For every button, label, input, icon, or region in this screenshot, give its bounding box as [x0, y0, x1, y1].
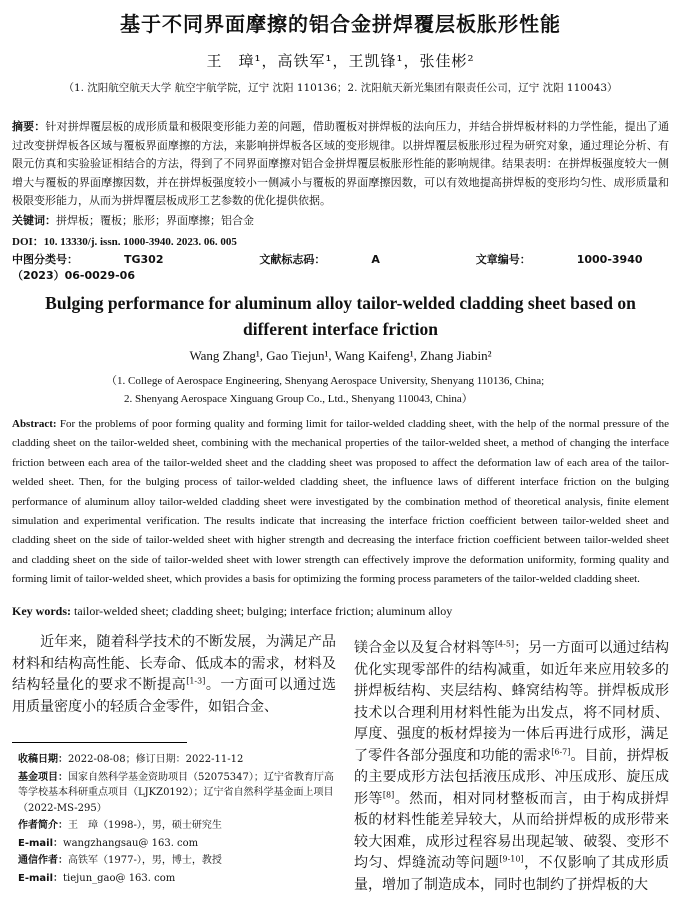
doi-label: DOI： — [12, 236, 44, 248]
chinese-abstract-label: 摘要： — [12, 120, 46, 133]
bio-label: 作者简介： — [18, 820, 68, 831]
doc-code-field — [259, 253, 426, 266]
english-abstract-label: Abstract: — [12, 418, 57, 430]
english-affiliation-2: 2. Shenyang Aerospace Xinguang Group Co., Ltd., Shenyang 110043, China） — [124, 393, 473, 405]
article-number-value: 1000-3940（2023）06-0029-06 — [12, 253, 643, 282]
english-authors: Wang Zhang¹, Gao Tiejun¹, Wang Kaifeng¹, Zhang Jiabin² — [189, 348, 492, 363]
clc-value: TG302 — [124, 253, 164, 266]
english-keywords — [12, 604, 669, 619]
footnote-divider — [12, 742, 187, 743]
body-paragraph-1-tail: 。一方面可以通过选用质量密度小的轻质合金零件，如铝合金、 — [12, 677, 337, 715]
chinese-keywords — [12, 212, 669, 228]
body-right-a: 镁合金以及复合材料等 — [354, 640, 495, 656]
english-title: Bulging performance for aluminum alloy tailor-welded cladding sheet based on different interface friction — [45, 293, 636, 339]
corresponding-label: 通信作者： — [18, 855, 68, 866]
body-right-b: ；另一方面可以通过结构优化实现零部件的结构减重，如近年来应用较多的拼焊板结构、夹层结构、蜂窝结构等。拼焊板成形技术以合理利用材料性能为出发点，将不同材质、厚度、强度的板材焊接为一体后再进行成形，满足了零件各部分强度和功能的需求 — [354, 640, 669, 764]
doc-code-value: A — [371, 253, 380, 266]
citation: [1-3] — [186, 676, 206, 686]
body-left-column — [12, 632, 336, 718]
chinese-title: 基于不同界面摩擦的铝合金拼焊覆层板胀形性能 — [120, 12, 561, 36]
email-1-label: E-mail： — [18, 837, 64, 849]
email-2-value: tiejun_gao@ 163. com — [63, 872, 176, 884]
body-right-d: 。然而，相对同材整板而言，由于构成拼焊板的材料性能差异较大，从而给拼焊板的成形带来较大困难，成形过程容易出现起皱、破裂、变形不均匀、焊缝流动等问题 — [354, 790, 670, 871]
doi-line — [12, 233, 669, 249]
fund-label: 基金项目： — [18, 771, 68, 783]
chinese-abstract-text: 针对拼焊覆层板的成形质量和极限变形能力差的问题，借助覆板对拼焊板的法向压力，并结合拼焊板材料的力学性能，提出了通过改变拼焊板各区域与覆板界面摩擦的方法，来影响拼焊板各区域的变形规律。以拼焊覆层板胀形过程为研究对象，通过理论分析、有限元仿真和实验验证相结合的方法，得到了不同界面摩擦对铝合金拼焊覆层板胀形性能的影响规律。结果表明：在拼焊板强度较大一侧增大与覆板的界面摩擦因数，并在拼焊板强度较小一侧减小与覆板的界面摩擦因数，可以有效地提高拼焊板的变形均匀性、成形质量和极限变形能力，从而为拼焊覆层板成形工艺参数的优化提供依据。 — [12, 120, 670, 207]
english-affiliation — [12, 372, 669, 408]
doi-value: 10. 13330/j. issn. 1000-3940. 2023. 06. 005 — [43, 236, 237, 248]
body-right-e: ，不仅影响了其成形质量，增加了制造成本，同时也制约了拼焊板的大 — [354, 855, 669, 893]
chinese-abstract — [12, 118, 669, 211]
email-1-value: wangzhangsau@ 163. com — [63, 837, 199, 849]
classification-line — [12, 251, 669, 283]
chinese-keywords-text: 拼焊板；覆板；胀形；界面摩擦；铝合金 — [56, 214, 254, 227]
received-label: 收稿日期： — [18, 754, 68, 765]
fund-value: 国家自然科学基金资助项目（52075347）；辽宁省教育厅高等学校基本科研重点项目（LJKZ0192）；辽宁省自然科学基金面上项目（2022-MS-295） — [18, 771, 334, 814]
chinese-keywords-label: 关键词： — [12, 214, 56, 227]
english-keywords-text: tailor-welded sheet; cladding sheet; bulging; interface friction; aluminum alloy — [74, 604, 453, 618]
english-affiliation-1: （1. College of Aerospace Engineering, Shenyang Aerospace University, Shenyang 110136, China; — [106, 375, 545, 387]
footnote-block — [18, 752, 336, 888]
english-abstract-text: For the problems of poor forming quality and forming limit for tailor-welded cladding sheet, with the help of the normal pressure of the cladding sheet on the tailor-welded sheet, combining with the mechanical properties of the tailor-welded sheet, a method of changing the interface friction between each area of the tailor-welded sheet and the cladding sheet was proposed to affect the deformation law of each area of the tailor-welded sheet. Then, for the bulging process of tailor-welded cladding sheet, the influence laws of different interface friction on the bulging performance of aluminum alloy tailor-welded cladding sheet were investigated by the combination method of theoretical analysis, finite element simulation and experimental verification. The results indicate that increasing the interface friction coefficient between tailor-welded sheet and cladding sheet on the side of tailor-welded sheet with higher strength and decreasing the interface friction coefficient between tailor-welded sheet and cladding sheet on the side of tailor-welded sheet with lower strength can effectively improve the deformation uniformity, forming quality and forming limit of tailor-welded sheet, which provides a basis for optimizing the forming process parameters of the tailor-welded cladding sheet. — [12, 418, 670, 586]
citation: [9-10] — [499, 854, 524, 864]
bio-value: 王 璋（1998-），男，硕士研究生 — [68, 820, 222, 831]
corresponding-value: 高铁军（1977-），男，博士，教授 — [68, 855, 222, 866]
body-paragraph-1: 近年来，随着科学技术的不断发展，为满足产品材料和结构高性能、长寿命、低成本的需求，材料及结构轻量化的要求不断提高 — [12, 634, 336, 693]
citation: [4-5] — [494, 639, 515, 649]
clc-field — [12, 253, 210, 266]
email-2-label: E-mail： — [18, 872, 64, 884]
doc-code-label: 文献标志码： — [259, 253, 326, 266]
english-abstract — [12, 415, 669, 590]
body-right-column — [354, 638, 669, 896]
article-number-label: 文章编号： — [475, 253, 531, 266]
received-value: 2022-08-08；修订日期：2022-11-12 — [68, 754, 244, 765]
citation: [8] — [382, 789, 395, 799]
citation: [6-7] — [551, 746, 571, 756]
body-right-c: 。目前，拼焊板的主要成形方法包括液压成形、冲压成形、旋压成形等 — [354, 747, 669, 807]
english-keywords-label: Key words: — [12, 604, 71, 618]
chinese-affiliation: （1. 沈阳航空航天大学 航空宇航学院，辽宁 沈阳 110136；2. 沈阳航天新光集团有限责任公司，辽宁 沈阳 110043） — [63, 82, 618, 94]
chinese-authors: 王 璋¹，高铁军¹，王凯锋¹，张佳彬² — [206, 52, 475, 70]
clc-label: 中图分类号： — [12, 253, 78, 266]
